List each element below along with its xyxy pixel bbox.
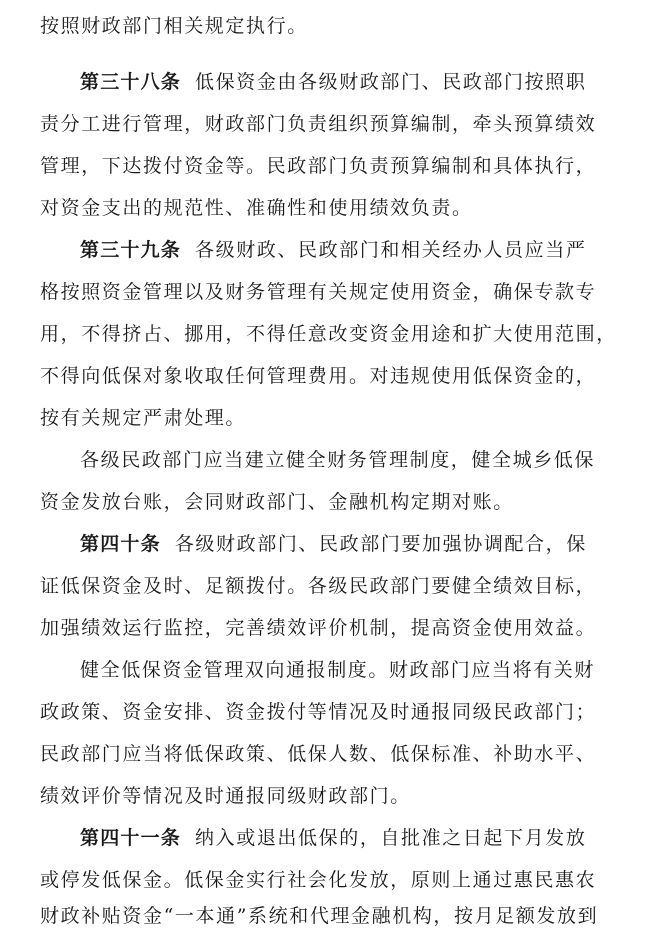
text-line: 证低保资金及时、足额拨付。各级民政部门要健全绩效目标，	[40, 575, 597, 597]
text-line: 财政补贴资金“一本通”系统和代理金融机构，按月足额发放到	[40, 905, 599, 927]
text-line: 用，不得挤占、挪用，不得任意改变资金用途和扩大使用范围，	[40, 323, 617, 345]
text-line: 资金发放台账，会同财政部门、金融机构定期对账。	[40, 491, 514, 513]
text-line: 按有关规定严肃处理。	[40, 407, 247, 429]
text-line: 格按照资金管理以及财务管理有关规定使用资金，确保专款专	[40, 281, 597, 303]
article-heading: 第四十一条	[80, 827, 182, 849]
text-line: 健全低保资金管理双向通报制度。财政部门应当将有关财	[80, 659, 596, 681]
text-line: 各级民政部门应当建立健全财务管理制度，健全城乡低保	[80, 449, 596, 471]
text-line: 责分工进行管理，财政部门负责组织预算编制，牵头预算绩效	[40, 113, 597, 135]
text-line: 管理，下达拨付资金等。民政部门负责预算编制和具体执行，	[40, 155, 597, 177]
text-line: 对资金支出的规范性、准确性和使用绩效负责。	[40, 197, 473, 219]
text-line: 第三十八条 低保资金由各级财政部门、民政部门按照职	[80, 71, 587, 93]
text-line: 政政策、资金安排、资金拨付等情况及时通报同级民政部门；	[40, 701, 597, 723]
article-heading: 第四十条	[80, 533, 161, 555]
text-line: 按照财政部门相关规定执行。	[40, 15, 308, 37]
text-line: 加强绩效运行监控，完善绩效评价机制，提高资金使用效益。	[40, 617, 597, 639]
article-heading: 第三十九条	[80, 239, 182, 261]
text-line: 或停发低保金。低保金实行社会化发放，原则上通过惠民惠农	[40, 869, 597, 891]
text-line: 第四十一条 纳入或退出低保的，自批准之日起下月发放	[80, 827, 587, 849]
text-line: 民政部门应当将低保政策、低保人数、低保标准、补助水平、	[40, 743, 597, 765]
text-line: 第四十条 各级财政部门、民政部门要加强协调配合，保	[80, 533, 587, 555]
text-line: 绩效评价等情况及时通报同级财政部门。	[40, 785, 411, 807]
text-line: 不得向低保对象收取任何管理费用。对违规使用低保资金的，	[40, 365, 597, 387]
text-line: 第三十九条 各级财政、民政部门和相关经办人员应当严	[80, 239, 587, 261]
article-heading: 第三十八条	[80, 71, 182, 93]
